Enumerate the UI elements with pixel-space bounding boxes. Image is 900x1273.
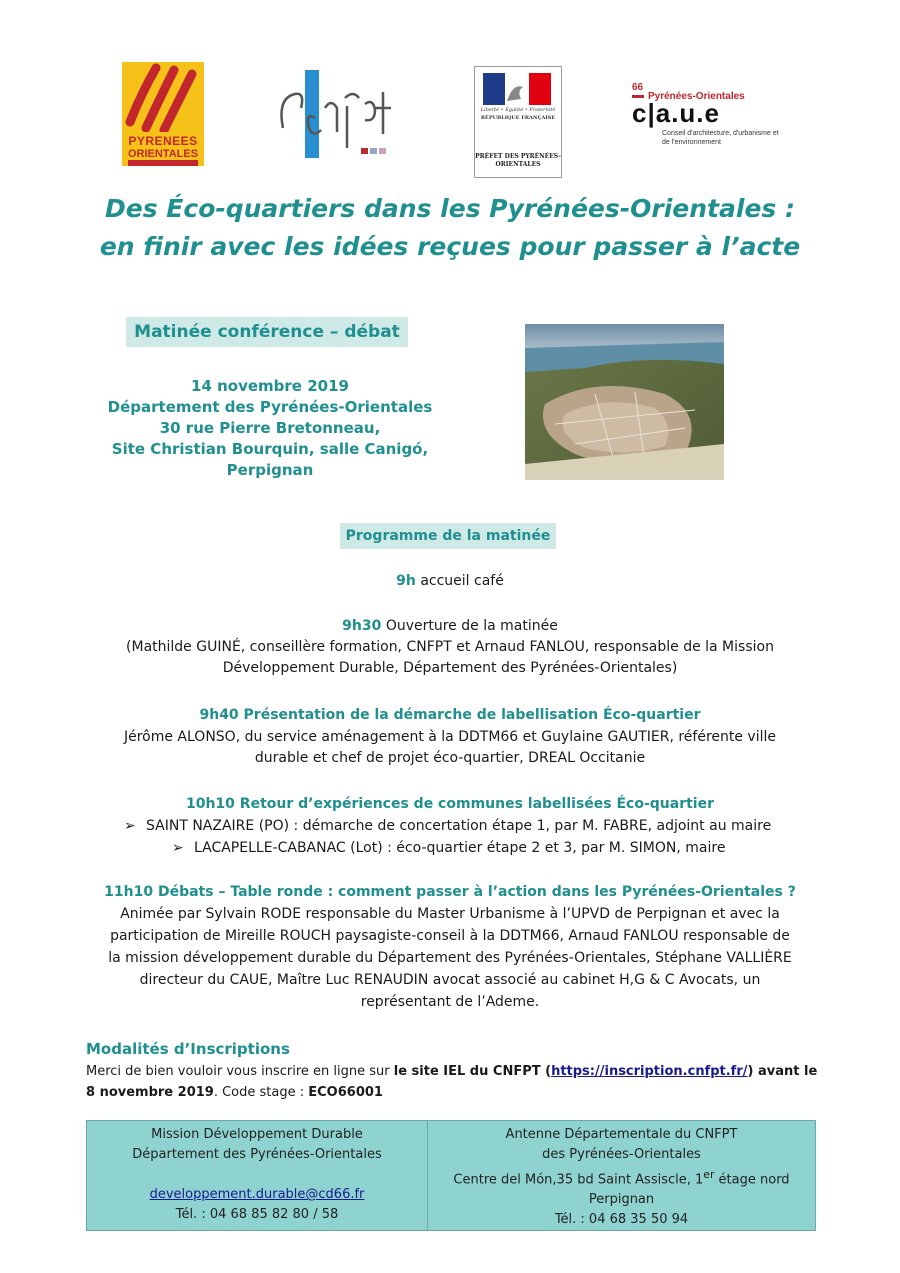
inscription-text xyxy=(86,1061,826,1103)
right-line3-sup: er xyxy=(703,1168,715,1181)
contact-cell-left xyxy=(87,1121,428,1230)
bullet-saint-nazaire xyxy=(124,816,771,837)
desc-9h40-1: Jérôme ALONSO, du service aménagement à la DDTM66 et Guylaine GAUTIER, référente ville xyxy=(123,729,777,745)
po-logo-band xyxy=(128,160,198,166)
bullet-text-2: LACAPELLE-CABANAC (Lot) : éco-quartier étape 2 et 3, par M. SIMON, maire xyxy=(194,840,726,856)
arrow-bullet-icon: ➢ xyxy=(124,818,136,834)
desc-11h10-1: Animée par Sylvain RODE responsable du Master Urbanisme à l’UPVD de Perpignan et avec la xyxy=(120,906,780,922)
event-city: Perpignan xyxy=(226,461,314,479)
caue-description: Conseil d'architecture, d'urbanisme et de l'environnement xyxy=(662,130,779,146)
prefet-logo xyxy=(474,66,562,178)
catalan-stripes-icon xyxy=(122,62,204,132)
title-9h30: Ouverture de la matinée xyxy=(385,618,558,634)
title-line2: en finir avec les idées reçues pour passer à l’acte xyxy=(99,232,801,261)
prefet-motto: Liberté • Égalité • Fraternité xyxy=(480,107,556,113)
title-9h: accueil café xyxy=(420,573,504,589)
programme-heading: Programme de la matinée xyxy=(340,523,556,549)
po-logo-line2: ORIENTALES xyxy=(127,148,199,160)
desc-9h30-2: Développement Durable, Département des Pyrénées-Orientales) xyxy=(222,660,678,676)
heading-9h40: 9h40 Présentation de la démarche de labellisation Éco-quartier xyxy=(199,707,701,723)
inscription-intro: Merci de bien vouloir vous inscrire en ligne sur xyxy=(86,1064,394,1079)
desc-11h10-2: participation de Mireille ROUCH paysagiste-conseil à la DDTM66, Arnaud FANLOU responsable de xyxy=(110,928,790,944)
aerial-town-photo xyxy=(525,324,724,480)
cnfpt-logo-icon xyxy=(275,68,395,162)
inscription-code-label: . Code stage : xyxy=(213,1085,309,1100)
event-place-3: Site Christian Bourquin, salle Canigó, xyxy=(111,440,429,458)
caue-department: Pyrénées-Orientales xyxy=(648,91,745,102)
conference-subtitle: Matinée conférence – débat xyxy=(126,317,408,347)
prefet-republique: RÉPUBLIQUE FRANÇAISE xyxy=(480,115,556,121)
desc-11h10-3: la mission développement durable du Département des Pyrénées-Orientales, Stéphane VALLIÈRE xyxy=(108,950,792,966)
inscription-site: le site IEL du CNFPT ( xyxy=(393,1064,552,1079)
contact-email-link[interactable]: developpement.durable@cd66.fr xyxy=(149,1187,365,1202)
contact-cell-right xyxy=(428,1121,815,1230)
inscription-link[interactable]: https://inscription.cnfpt.fr/ xyxy=(551,1064,748,1079)
caue-number: 66 xyxy=(632,82,644,93)
inscription-after: ) avant le xyxy=(747,1064,818,1079)
right-line3-b: étage nord xyxy=(714,1172,790,1188)
right-line2: des Pyrénées-Orientales xyxy=(542,1147,701,1162)
po-logo-line1: PYRENEES xyxy=(128,134,198,148)
page-title xyxy=(0,190,900,266)
inscription-deadline: 8 novembre 2019 xyxy=(86,1085,214,1100)
right-line3-a: Centre del Món,35 bd Saint Assiscle, 1 xyxy=(453,1172,704,1188)
time-9h30: 9h30 xyxy=(342,618,382,634)
bullet-text-1: SAINT NAZAIRE (PO) : démarche de concertation étape 1, par M. FABRE, adjoint au maire xyxy=(146,818,772,834)
desc-9h40-2: durable et chef de projet éco-quartier, DREAL Occitanie xyxy=(254,750,646,766)
heading-10h10: 10h10 Retour d’expériences de communes labellisées Éco-quartier xyxy=(185,796,714,812)
title-line1: Des Éco-quartiers dans les Pyrénées-Orientales : xyxy=(105,194,795,223)
left-line1: Mission Développement Durable xyxy=(151,1127,363,1142)
programme-item-9h30 xyxy=(60,616,840,637)
desc-11h10-5: représentant de l’Ademe. xyxy=(360,994,540,1010)
event-place-2: 30 rue Pierre Bretonneau, xyxy=(159,419,381,437)
prefet-name: PRÉFET DES PYRÉNÉES-ORIENTALES xyxy=(475,153,561,168)
time-9h: 9h xyxy=(396,573,416,589)
desc-11h10-4: directeur du CAUE, Maître Luc RENAUDIN avocat associé au cabinet H,G & C Avocats, un xyxy=(139,972,761,988)
right-phone: Tél. : 04 68 35 50 94 xyxy=(554,1212,689,1228)
inscription-code: ECO66001 xyxy=(308,1085,383,1100)
event-details xyxy=(100,376,440,481)
right-line4: Perpignan xyxy=(588,1192,655,1208)
heading-11h10: 11h10 Débats – Table ronde : comment passer à l’action dans les Pyrénées-Orientales ? xyxy=(104,884,796,900)
desc-9h30-1: (Mathilde GUINÉ, conseillère formation, CNFPT et Arnaud FANLOU, responsable de la Mission xyxy=(126,639,774,655)
event-place-1: Département des Pyrénées-Orientales xyxy=(107,398,433,416)
left-line2: Département des Pyrénées-Orientales xyxy=(132,1147,382,1162)
caue-wordmark: c|a.u.e xyxy=(632,98,720,128)
event-date: 14 novembre 2019 xyxy=(191,377,349,395)
pyrenees-orientales-logo xyxy=(122,62,204,166)
inscription-title: Modalités d’Inscriptions xyxy=(86,1040,290,1058)
bullet-lacapelle xyxy=(172,838,725,859)
cnfpt-logo xyxy=(275,68,395,162)
marianne-flag-icon xyxy=(483,73,551,105)
right-line3 xyxy=(428,1165,815,1190)
programme-item-9h xyxy=(60,571,840,592)
left-phone: Tél. : 04 68 85 82 80 / 58 xyxy=(175,1207,339,1222)
arrow-bullet-icon: ➢ xyxy=(172,840,184,856)
contact-table xyxy=(86,1120,816,1231)
caue-logo xyxy=(632,82,782,152)
right-line1: Antenne Départementale du CNFPT xyxy=(505,1127,738,1142)
